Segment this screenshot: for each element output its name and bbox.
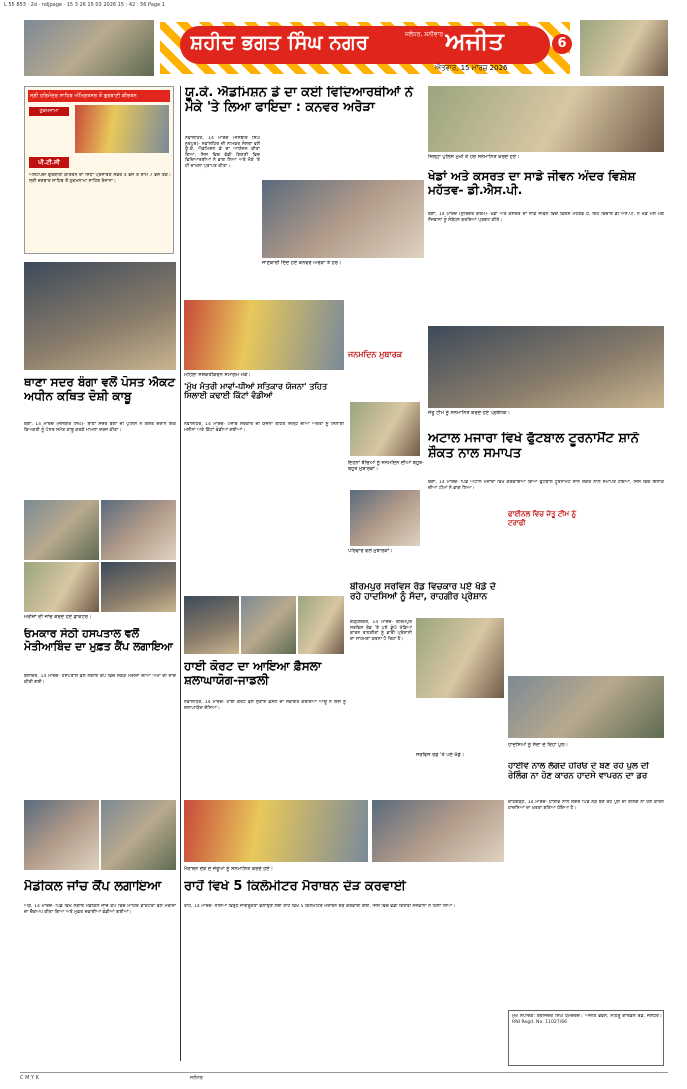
masthead [20,16,670,80]
imprint-text: ਮੁੱਖ ਸੰਪਾਦਕ: ਬਰਜਿੰਦਰ ਸਿੰਘ ਹਮਦਰਦ। ਅਜੀਤ ਭਵਨ, ਨਹਿਰੂ ਗਾਰਡਨ ਰੋਡ, ਜਲੰਧਰ। RNI Regd. No. 11027/66 [512,1014,662,1025]
hospital-photo-4 [101,562,176,612]
marathon-photo-2 [372,800,504,862]
sewing-photo [184,300,344,370]
birthday-photo-2 [350,490,420,546]
highcourt-photo-2 [241,596,296,654]
uk-headline: ਯੂ.ਕੇ. ਐਡਮਿਸ਼ਨ ਡੇ ਦਾ ਕਈ ਵਿਦਿਆਰਥੀਆਂ ਨੇ ਮੌਕੇ 'ਤੇ ਲਿਆ ਫਾਇਦਾ : ਕਨਵਰ ਅਰੋੜਾ [185,86,414,115]
imprint-box [508,1010,664,1066]
medical-body: ਔੜ, 14 ਮਾਰਚ- ਪਿੰਡ ਵਿਖੇ ਲਗਾਏ ਮੈਡੀਕਲ ਜਾਂਚ ਕੈਂਪ ਵਿਚ ਮਾਹਿਰ ਡਾਕਟਰਾਂ ਵਲੋਂ ਮਰੀਜ਼ਾਂ ਦਾ ਚੈੱਕਅਪ ਕੀਤਾ ਗਿਆ ਅਤੇ ਮੁਫ਼ਤ ਦਵਾਈਆਂ ਵੰਡੀਆਂ ਗਈਆਂ। [24,904,176,915]
hospital-photo-2 [101,500,176,560]
sports-headline: ਖੇਡਾਂ ਅਤੇ ਕਸਰਤ ਦਾ ਸਾਡੇ ਜੀਵਨ ਅੰਦਰ ਵਿਸ਼ੇਸ਼ ਮਹੱਤਵ- ਡੀ.ਐਸ.ਪੀ. [428,170,636,197]
masthead-photo-right [580,20,668,76]
medical-photo-2 [101,800,176,870]
police-body: ਬੰਗਾ, 14 ਮਾਰਚ (ਜਸਬੀਰ ਸਿੰਘ)- ਥਾਣਾ ਸਦਰ ਬੰਗਾ ਦੀ ਪੁਲਿਸ ਨੇ ਗਸ਼ਤ ਦੌਰਾਨ ਇਕ ਵਿਅਕਤੀ ਨੂੰ ਪੋਸਤ ਸਮੇਤ ਕਾਬੂ ਕਰਕੇ ਮਾਮਲਾ ਦਰਜ ਕੀਤਾ। [24,422,176,433]
hospital-caption: ਮਰੀਜ਼ਾਂ ਦੀ ਜਾਂਚ ਕਰਦੇ ਹੋਏ ਡਾਕਟਰ। [24,614,92,620]
ad-body: ਅਸ਼ਟਪਦੀ ਗੁਰਬਾਣੀ ਕੀਰਤਨ ਦਾ ਸਿੱਧਾ ਪ੍ਰਸਾਰਣ ਸਵੇਰੇ 4 ਵਜੇ ਤੋਂ ਸ਼ਾਮ 7 ਵਜੇ ਤੱਕ। ਸ੍ਰੀ ਦਰਬਾਰ ਸਾਹਿਬ ਤੋਂ ਹੁਕਮਨਾਮਾ ਸਾਹਿਬ ਰੋਜ਼ਾਨਾ। [29,173,171,184]
page-number: 6 [552,34,572,54]
hospital-photo-3 [24,562,99,612]
birthday-caption-1: ਇਹਨਾਂ ਬੱਚਿਆਂ ਨੂੰ ਜਨਮਦਿਨ ਦੀਆਂ ਬਹੁਤ-ਬਹੁਤ ਮੁਬਾਰਕਾਂ। [348,460,424,472]
sewing-body: ਨਵਾਂਸ਼ਹਿਰ, 14 ਮਾਰਚ- ਪੰਜਾਬ ਸਰਕਾਰ ਦੀ ਯੋਜਨਾ ਤਹਿਤ ਜ਼ਿਲ੍ਹੇ ਦੀਆਂ ਔਰਤਾਂ ਨੂੰ ਸਿਲਾਈ ਮਸ਼ੀਨਾਂ ਅਤੇ ਕਿੱਟਾਂ ਵੰਡੀਆਂ ਗਈਆਂ। [184,422,344,433]
hospital-headline: ਓਮਕਾਰ ਸੇਠੀ ਹਸਪਤਾਲ ਵਲੋਂ ਮੋਤੀਆਬਿੰਦ ਦਾ ਮੁਫ਼ਤ ਕੈਂਪ ਲਗਾਇਆ [24,628,173,653]
print-slug-text: L 55 853 · 2d · ndjpage · 15 3 26 15 03 2026 15 : 42 : 56 Page 1 [4,2,165,8]
sports-photo [428,86,664,152]
masthead-photo-left [24,20,154,76]
police-photo [24,262,176,370]
sewing-headline: 'ਮੁੱਖ ਮੰਤਰੀ ਮਾਵਾਂ-ਧੀਆਂ ਸਤਿਕਾਰ ਯੋਜਨਾ' ਤਹਿਤ ਸਿਲਾਈ ਕਢਾਈ ਕਿੱਟਾਂ ਵੰਡੀਆਂ [184,382,328,401]
column-divider [180,86,181,1061]
ad-label-hukamnama: ਹੁਕਮਨਾਮਾ [29,107,69,116]
marathon-photo-1 [184,800,368,862]
road-body: ਗੜ੍ਹਸ਼ੰਕਰ, 14 ਮਾਰਚ- ਬੀਰਮਪੁਰ ਸਰਵਿਸ ਰੋਡ 'ਤੇ ਪਏ ਡੂੰਘੇ ਖੱਡਿਆਂ ਕਾਰਨ ਰਾਹਗੀਰਾਂ ਨੂੰ ਭਾਰੀ ਪ੍ਰੇਸ਼ਾਨੀ ਦਾ ਸਾਹਮਣਾ ਕਰਨਾ ਪੈ ਰਿਹਾ ਹੈ। [350,620,412,642]
football-body: ਬੰਗਾ, 14 ਮਾਰਚ- ਪਿੰਡ ਅਟਾਲ ਮਜਾਰਾ ਵਿਖੇ ਕਰਵਾਇਆ ਗਿਆ ਫੁੱਟਬਾਲ ਟੂਰਨਾਮੈਂਟ ਸ਼ਾਨੋ ਸ਼ੌਕਤ ਨਾਲ ਸਮਾਪਤ ਹੋਇਆ, ਜਿਸ ਵਿਚ ਇਲਾਕੇ ਦੀਆਂ ਟੀਮਾਂ ਨੇ ਭਾਗ ਲਿਆ। [428,480,664,491]
marathon-headline: ਰਾਹੋਂ ਵਿਖੇ 5 ਕਿਲੋਮੀਟਰ ਮੈਰਾਥਨ ਦੌੜ ਕਰਵਾਈ [184,880,406,894]
medical-headline: ਮੈਡੀਕਲ ਜਾਂਚ ਕੈਂਪ ਲਗਾਇਆ [24,880,162,894]
road-caption: ਸਰਵਿਸ ਰੋਡ 'ਤੇ ਪਏ ਖੱਡੇ। [416,752,465,758]
sports-caption: ਜ਼ਿਲ੍ਹਾ ਪੁਲਿਸ ਮੁਖੀ ਤੇ ਹੋਰ ਸਨਮਾਨਿਤ ਕਰਦੇ ਹੋਏ। [428,154,520,160]
highcourt-body: ਨਵਾਂਸ਼ਹਿਰ, 14 ਮਾਰਚ- ਹਾਈ ਕੋਰਟ ਵਲੋਂ ਸੁਣਾਏ ਫ਼ੈਸਲੇ ਦਾ ਸਵਾਗਤ ਕਰਦਿਆਂ ਆਗੂ ਨੇ ਇਸ ਨੂੰ ਸ਼ਲਾਘਾਯੋਗ ਦੱਸਿਆ। [184,700,346,711]
masthead-edition: ਜਲੰਧਰ, ਸ਼ਨੀਵਾਰ [405,31,444,38]
uk-body: ਨਵਾਂਸ਼ਹਿਰ, 14 ਮਾਰਚ (ਜਸਬੀਰ ਸਿੰਘ ਨੂਰਪੁਰ)- ਨਵਾਂਸ਼ਹਿਰ ਦੀ ਨਾਮਵਰ ਸੰਸਥਾ ਵਲੋਂ ਯੂ.ਕੇ. ਐਡਮਿਸ਼ਨ ਡੇ ਦਾ ਆਯੋਜਨ ਕੀਤਾ ਗਿਆ, ਜਿਸ ਵਿਚ ਵੱਡੀ ਗਿਣਤੀ ਵਿਚ ਵਿਦਿਆਰਥੀਆਂ ਨੇ ਭਾਗ ਲਿਆ ਅਤੇ ਮੌਕੇ 'ਤੇ ਹੀ ਦਾਖਲਾ ਪ੍ਰਾਪਤ ਕੀਤਾ। [185,136,260,169]
masthead-brand: ਅਜੀਤ [445,28,504,55]
road-headline: ਬੀਰਮਪੁਰ ਸਰਵਿਸ ਰੋਡ ਵਿਚਕਾਰ ਪਏ ਖੱਡੇ ਦੇ ਰਹੇ ਹਾਦਸਿਆਂ ਨੂੰ ਸੱਦਾ, ਰਾਹਗੀਰ ਪ੍ਰੇਸ਼ਾਨ [350,582,496,603]
bridge-body: ਕਾਠਗੜ੍ਹ, 14 ਮਾਰਚ- ਹਾਈਵੇ ਨਾਲ ਲੱਗਦੇ ਪਿੰਡ ਨੇੜੇ ਬਣ ਰਹੇ ਪੁਲ ਦੀ ਰੇਲਿੰਗ ਨਾ ਹੋਣ ਕਾਰਨ ਹਾਦਸਿਆਂ ਦਾ ਖ਼ਤਰਾ ਬਣਿਆ ਹੋਇਆ ਹੈ। [508,800,664,811]
sports-body: ਬੰਗਾ, 14 ਮਾਰਚ (ਸੁਰਿੰਦਰ ਕਰਮ)- ਖੇਡਾਂ ਅਤੇ ਕਸਰਤ ਦਾ ਸਾਡੇ ਜੀਵਨ ਵਿਚ ਵਿਸ਼ੇਸ਼ ਮਹੱਤਵ ਹੈ, ਇਹ ਵਿਚਾਰ ਡੀ.ਐਸ.ਪੀ. ਨੇ ਖੇਡ ਮੇਲੇ ਮੌਕੇ ਨੌਜਵਾਨਾਂ ਨੂੰ ਸੰਬੋਧਨ ਕਰਦਿਆਂ ਪ੍ਰਗਟ ਕੀਤੇ। [428,212,664,223]
golden-temple-photo [75,105,169,153]
ad-title: ਸ੍ਰੀ ਹਰਿਮੰਦਰ ਸਾਹਿਬ ਅੰਮ੍ਰਿਤਸਰ ਤੋਂ ਗੁਰਬਾਣੀ ਕੀਰਤਨ [28,90,170,102]
uk-photo [262,180,424,258]
highcourt-photo-1 [184,596,239,654]
birthday-heading: ਜਨਮਦਿਨ ਮੁਬਾਰਕ [348,350,403,359]
birthday-caption-2: ਪਰਿਵਾਰ ਵਲੋਂ ਮੁਬਾਰਕਾਂ। [348,548,393,554]
police-headline: ਥਾਣਾ ਸਦਰ ਬੰਗਾ ਵਲੋਂ ਪੋਸਤ ਐਕਟ ਅਧੀਨ ਕਥਿਤ ਦੋਸ਼ੀ ਕਾਬੂ [24,376,176,403]
football-subhead: ਫਾਈਨਲ ਵਿਚ ਜੇਤੂ ਟੀਮ ਨੂੰ ਟਰਾਫੀ [508,510,577,527]
masthead-date: ਐਤਵਾਰ, 15 ਮਾਰਚ 2026 [435,64,508,72]
print-slug [0,0,687,12]
highcourt-headline: ਹਾਈ ਕੋਰਟ ਦਾ ਆਇਆ ਫ਼ੈਸਲਾ ਸ਼ਲਾਘਾਯੋਗ-ਜਾਡਲੀ [184,660,322,687]
ptc-ad [24,86,174,254]
page-footer [20,1072,668,1082]
football-headline: ਅਟਾਲ ਮਜਾਰਾ ਵਿਖੇ ਫੁੱਟਬਾਲ ਟੂਰਨਾਮੈਂਟ ਸ਼ਾਨੋ ਸ਼ੌਕਤ ਨਾਲ ਸਮਾਪਤ [428,432,639,461]
hospital-body: ਬਲਾਚੌਰ, 14 ਮਾਰਚ- ਹਸਪਤਾਲ ਵਲੋਂ ਲਗਾਏ ਕੈਂਪ ਵਿਚ ਸੈਂਕੜੇ ਮਰੀਜ਼ਾਂ ਦੀਆਂ ਅੱਖਾਂ ਦੀ ਜਾਂਚ ਕੀਤੀ ਗਈ। [24,674,176,685]
marathon-body: ਰਾਹੋਂ, 14 ਮਾਰਚ- ਨਸ਼ਿਆਂ ਵਿਰੁੱਧ ਜਾਗਰੂਕਤਾ ਫੈਲਾਉਣ ਲਈ ਰਾਹੋਂ ਵਿਖੇ 5 ਕਿਲੋਮੀਟਰ ਮੈਰਾਥਨ ਦੌੜ ਕਰਵਾਈ ਗਈ, ਜਿਸ ਵਿਚ ਵੱਡੀ ਗਿਣਤੀ ਨੌਜਵਾਨਾਂ ਨੇ ਹਿੱਸਾ ਲਿਆ। [184,904,456,909]
masthead-title: ਸ਼ਹੀਦ ਭਗਤ ਸਿੰਘ ਨਗਰ [190,31,369,54]
medical-photo-1 [24,800,99,870]
bridge-photo [508,676,664,738]
bridge-caption: ਹਾਦਸਿਆਂ ਨੂੰ ਸੱਦਾ ਦੇ ਰਿਹਾ ਪੁਲ। [508,742,568,748]
football-photo [428,326,664,408]
footer-right: ਜਲੰਧਰ [190,1075,203,1081]
hospital-photo-1 [24,500,99,560]
ad-label-ptc: ਪੀ.ਟੀ.ਸੀ [29,157,69,168]
footer-left: C M Y K [20,1075,39,1081]
highcourt-photo-3 [298,596,344,654]
uk-caption: ਜਾਣਕਾਰੀ ਦਿੰਦੇ ਹੋਏ ਕਨਵਰ ਅਰੋੜਾ ਤੇ ਹੋਰ। [262,260,342,266]
football-caption: ਜੇਤੂ ਟੀਮ ਨੂੰ ਸਨਮਾਨਿਤ ਕਰਦੇ ਹੋਏ ਪ੍ਰਬੰਧਕ। [428,410,510,416]
sewing-caption: ਮਹਿਲਾ ਸਸ਼ਕਤੀਕਰਨ ਸਮਾਗਮ ਮੌਕੇ। [184,372,251,378]
bridge-headline: ਹਾਈਵੇ ਨਾਲ ਲੱਗਦੇ ਹਰਿਓ ਦੇ ਬਣ ਰਹੇ ਪੁਲ ਦੀ ਰੇਲਿੰਗ ਨਾ ਹੋਣ ਕਾਰਨ ਹਾਦਸੇ ਵਾਪਰਨ ਦਾ ਡਰ [508,762,649,781]
birthday-photo-1 [350,402,420,456]
marathon-caption: ਮੈਰਾਥਨ ਦੌੜ ਦੇ ਜੇਤੂਆਂ ਨੂੰ ਸਨਮਾਨਿਤ ਕਰਦੇ ਹੋਏ। [184,866,273,872]
